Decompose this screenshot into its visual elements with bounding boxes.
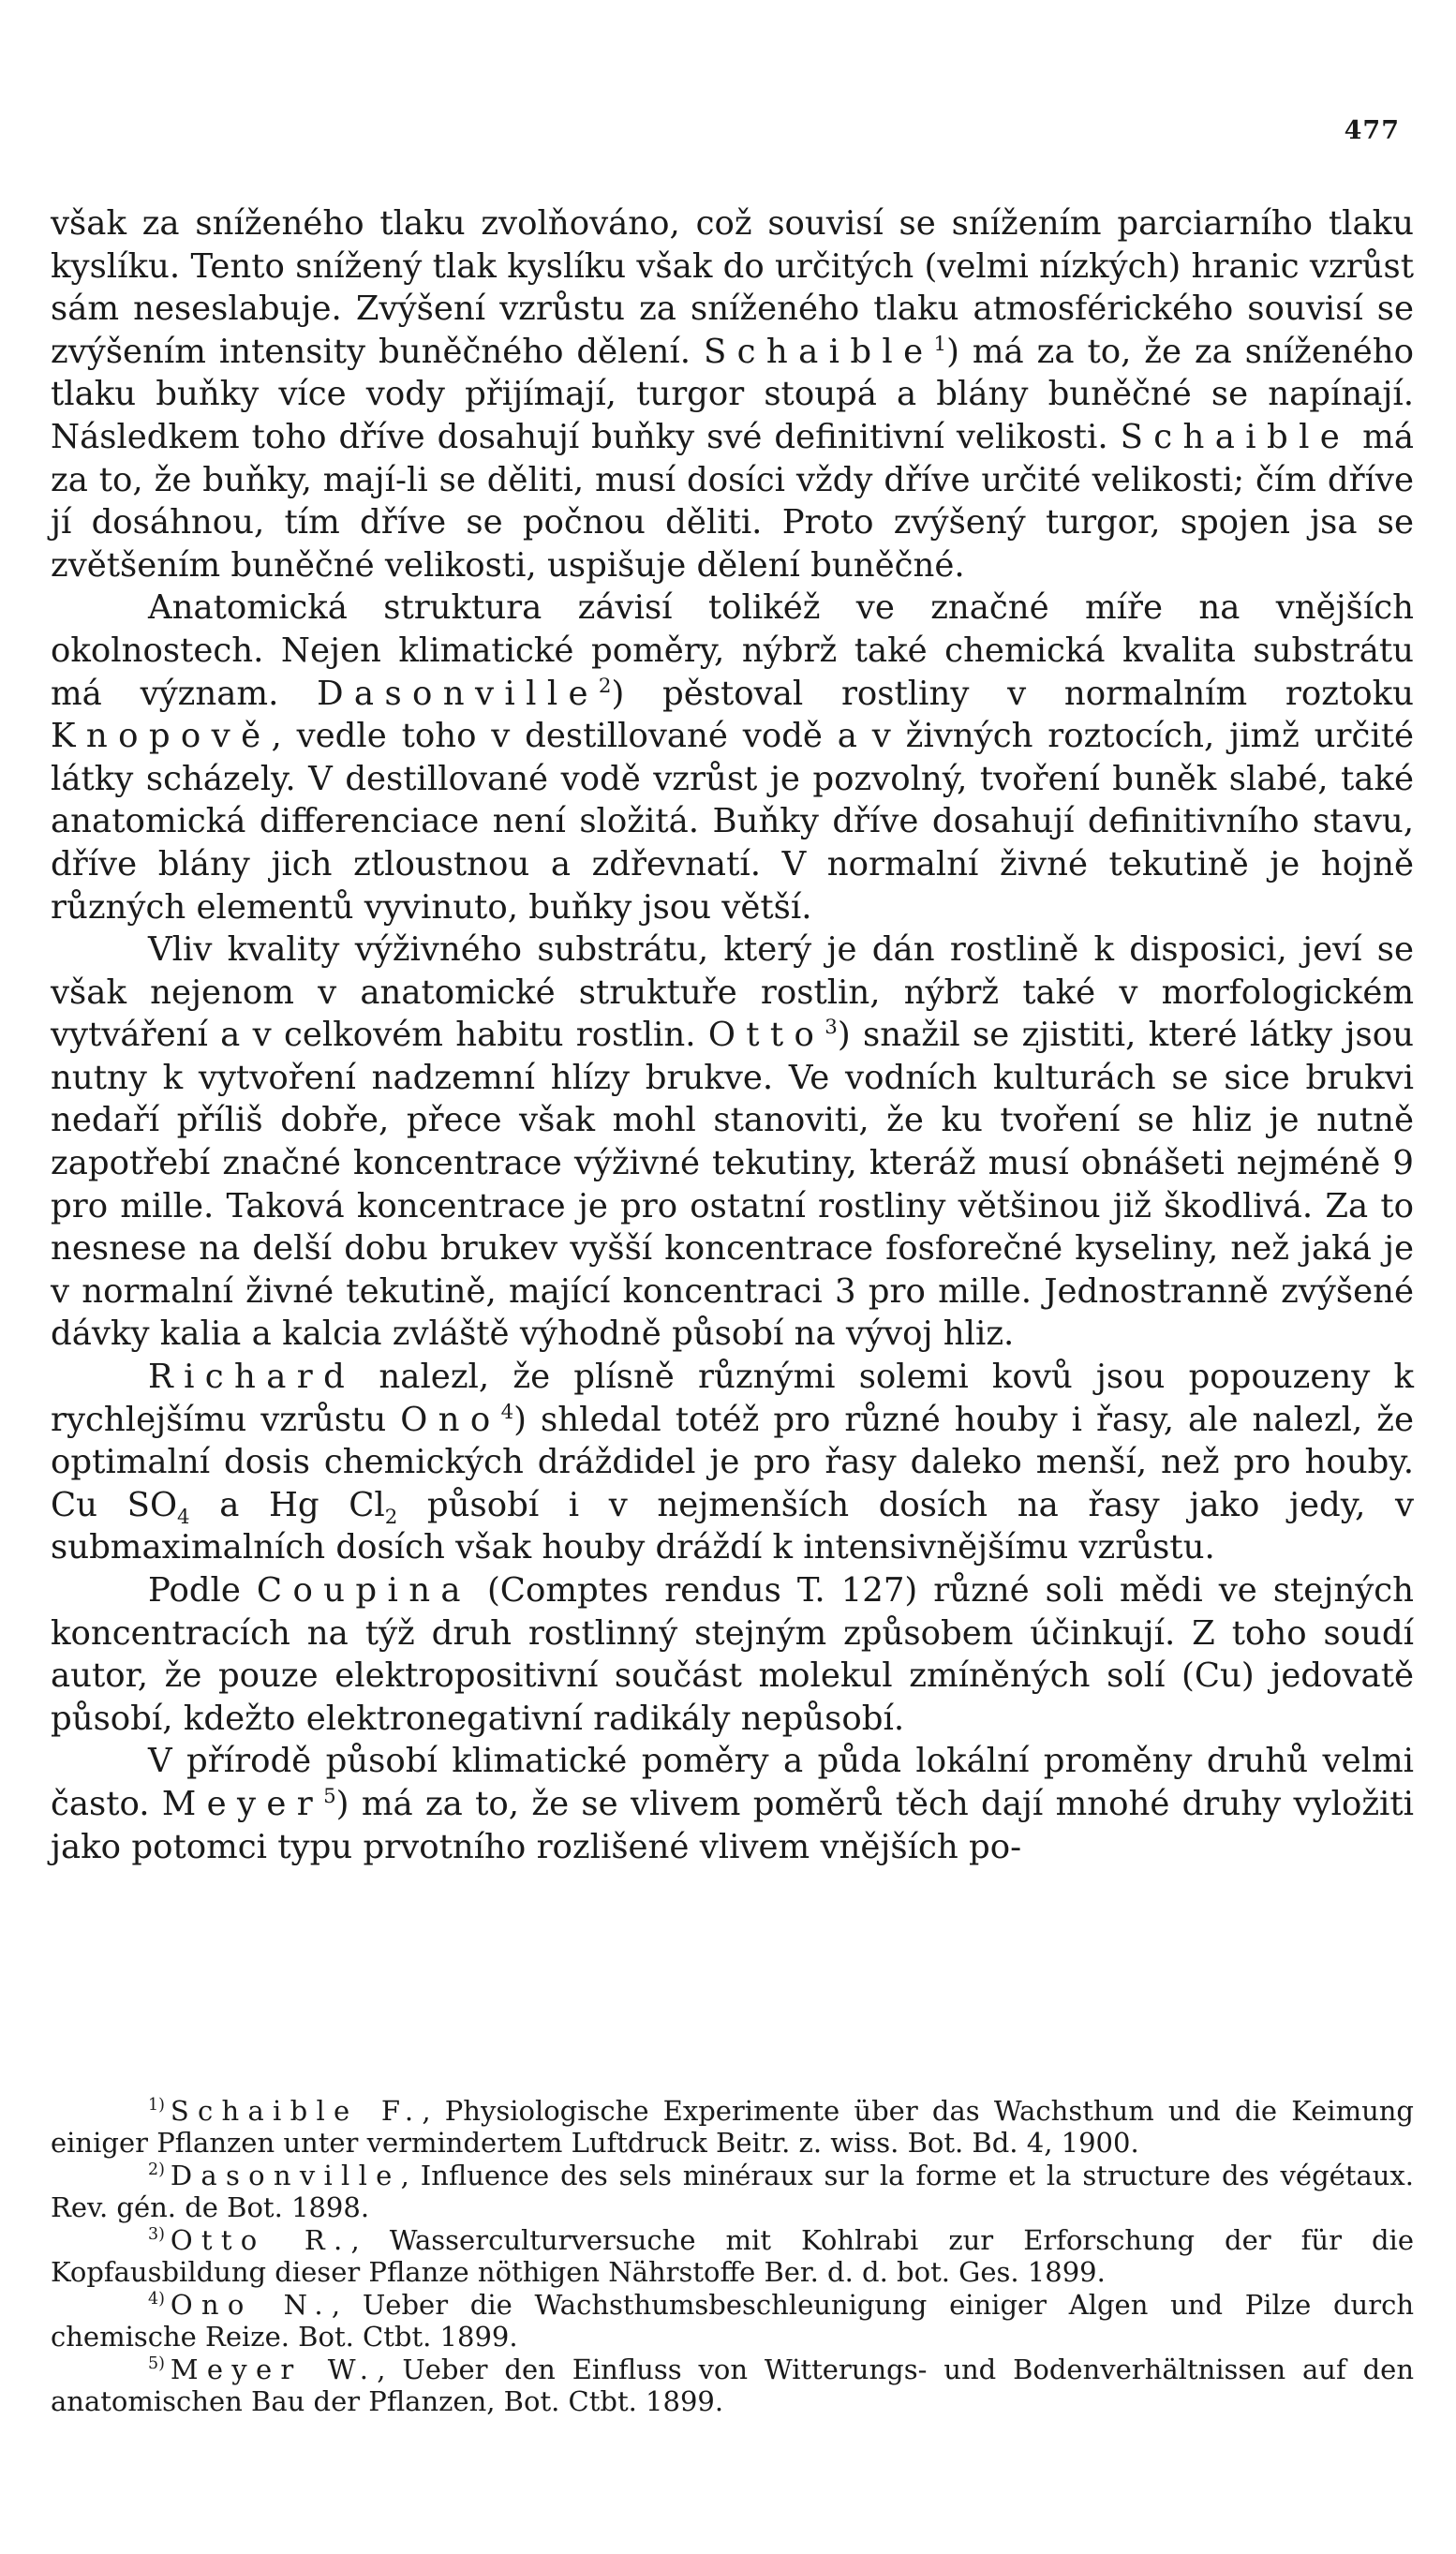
text-run: ) pěstoval rostliny v normalním roztoku	[611, 674, 1414, 713]
text-run: ) snažil se zjistiti, které látky jsou nutny k vytvoření nadzemní hlízy brukve. Ve vodních kulturách se sice brukvi nedaří příliš dobře, přece však mohl stanoviti, že ku tvoření se hliz je nutně zapotřebí značné koncentrace výživné tekutiny, kteráž musí obnášeti nejméně 9 pro mille. Taková koncentrace je pro ostatní rostliny většinou již škodlivá. Za to nesnese na delší dobu brukev vyšší koncentrace fosforečné kyseliny, než jaká je v normalní živné tekutině, mající koncentraci 3 pro mille. Jednostranně zvýšené dávky kalia a kalcia zvláště výhodně působí na vývoj hliz.	[51, 1016, 1414, 1354]
footnotes	[51, 2096, 1414, 2419]
footnote-author: Otto R.	[170, 2224, 351, 2256]
text-run: ) má za to, že za sníženého tlaku buňky více vody přijímají, turgor stoupá a blány buněčné se napínají. Následkem toho dříve dosahují buňky své definitivní velikosti.	[51, 332, 1415, 456]
page-number: 477	[1344, 116, 1400, 145]
footnote	[51, 2354, 1414, 2417]
paragraph	[51, 587, 1414, 928]
footnote-text: , Ueber die Wachsthumsbeschleunigung einiger Algen und Pilze durch chemische Reize. Bot. Ctbt. 1899.	[51, 2289, 1414, 2353]
footnote-ref: 2	[598, 674, 612, 698]
footnote-text: , Wasserculturversuche mit Kohlrabi zur Erforschung der für die Kopfausbildung dieser Pflanze nöthigen Nährstoffe Ber. d. d. bot. Ges. 1899.	[51, 2224, 1414, 2288]
footnote-ref: 1	[933, 332, 947, 356]
footnote-author: Ono N.	[170, 2289, 332, 2321]
footnote-text: , Ueber den Einfluss von Witterungs- und Bodenverhältnissen auf den anatomischen Bau der Pflanzen, Bot. Ctbt. 1899.	[51, 2354, 1415, 2417]
subscript: 4	[177, 1505, 190, 1529]
author-name: Schaible	[703, 332, 934, 371]
footnote-ref: 5	[323, 1785, 336, 1809]
author-name: Otto	[707, 1016, 825, 1055]
footnote	[51, 2225, 1414, 2288]
footnote-author: Meyer W.	[170, 2354, 378, 2385]
footnote-mark: 3)	[148, 2225, 165, 2245]
paragraph	[51, 928, 1414, 1356]
text-run: ) shledal totéž pro různé houby i řasy, ale nalezl, že optimalní dosis chemických dráždidel je pro řasy daleko menší, než pro houby. Cu SO	[51, 1400, 1414, 1524]
author-name: Ono	[400, 1400, 501, 1439]
text-run: Anatomická struktura závisí tolikéž ve značné míře na vnějších okolnostech. Nejen klimatické poměry, nýbrž také chemická kvalita substrátu má význam.	[51, 588, 1414, 713]
text-run: V přírodě působí klimatické poměry a půda lokální proměny druhů velmi často.	[51, 1742, 1414, 1823]
footnote-ref: 3	[825, 1016, 838, 1040]
footnote-author: Schaible F.	[170, 2095, 423, 2127]
footnote-mark: 5)	[148, 2354, 165, 2374]
footnote-mark: 2)	[148, 2161, 165, 2180]
footnote	[51, 2096, 1414, 2159]
paragraph	[51, 202, 1414, 587]
footnote-ref: 4	[500, 1400, 514, 1424]
body-text	[51, 202, 1414, 1868]
author-name: Meyer	[161, 1784, 324, 1823]
footnote-text: , Physiologische Experimente über das Wachsthum und die Keimung einiger Pflanzen unter vermindertem Luftdruck Beitr. z. wiss. Bot. Bd. 4, 1900.	[51, 2095, 1414, 2159]
text-run: , vedle toho v destillované vodě a v živných roztocích, jimž určité látky scházely. V destillované vodě vzrůst je pozvolný, tvoření buněk slabé, také anatomická differenciace není složitá. Buňky dříve dosahují definitivního stavu, dříve blány jich ztloustnou a zdřevnatí. V normalní živné tekutině je hojně různých elementů vyvinuto, buňky jsou větší.	[51, 717, 1414, 927]
author-name: Richard	[148, 1358, 356, 1397]
text-run: a Hg Cl	[189, 1485, 385, 1524]
footnote-author: Dasonville	[170, 2160, 401, 2191]
footnote	[51, 2290, 1414, 2353]
footnote-text: , Influence des sels minéraux sur la forme et la structure des végétaux. Rev. gén. de Bot. 1898.	[51, 2160, 1414, 2223]
author-name: Dasonville	[317, 674, 599, 713]
subscript: 2	[384, 1505, 398, 1529]
author-name: Knopově	[51, 717, 272, 756]
text-run: ) má za to, že se vlivem poměrů těch dají mnohé druhy vyložiti jako potomci typu prvotního rozlišené vlivem vnějších po-	[51, 1784, 1414, 1866]
footnote-mark: 4)	[148, 2290, 165, 2309]
text-run: (Comptes rendus T. 127) různé soli mědi ve stejných koncentracích na týž druh rostlinný stejným způsobem účinkují. Z toho soudí autor, že pouze elektropositivní součást molekul zmíněných solí (Cu) jedovatě působí, kdežto elektronegativní radikály nepůsobí.	[51, 1571, 1414, 1738]
text-run: Podle	[148, 1571, 257, 1610]
text-run: má za to, že buňky, mají-li se děliti, musí dosíci vždy dříve určité velikosti; čím dříve jí dosáhnou, tím dříve se počnou děliti. Proto zvýšený turgor, spojen jsa se zvětšením buněčné velikosti, uspišuje dělení buněčné.	[51, 417, 1414, 585]
author-name: Coupina	[256, 1571, 471, 1610]
paragraph	[51, 1569, 1414, 1740]
text-run: však za sníženého tlaku zvolňováno, což souvisí se snížením parciarního tlaku kyslíku. Tento snížený tlak kyslíku však do určitých (velmi nízkých) hranic vzrůst sám neseslabuje. Zvýšení vzrůstu za sníženého tlaku atmosférického souvisí se zvýšením intensity buněčného dělení.	[51, 204, 1414, 371]
footnote	[51, 2161, 1414, 2223]
paragraph	[51, 1740, 1414, 1868]
author-name: Schaible	[1120, 417, 1351, 456]
text-run: Vliv kvality výživného substrátu, který je dán rostlině k disposici, jeví se však nejenom v anatomické struktuře rostlin, nýbrž také v morfologickém vytváření a v celkovém habitu rostlin.	[51, 930, 1414, 1055]
paragraph	[51, 1356, 1414, 1569]
text-run: nalezl, že plísně různými solemi kovů jsou popouzeny k rychlejšímu vzrůstu	[51, 1358, 1414, 1439]
text-run: působí i v nejmenších dosích na řasy jako jedy, v submaximalních dosích však houby dráždí k intensivnějšímu vzrůstu.	[51, 1485, 1415, 1567]
footnote-mark: 1)	[148, 2096, 165, 2116]
